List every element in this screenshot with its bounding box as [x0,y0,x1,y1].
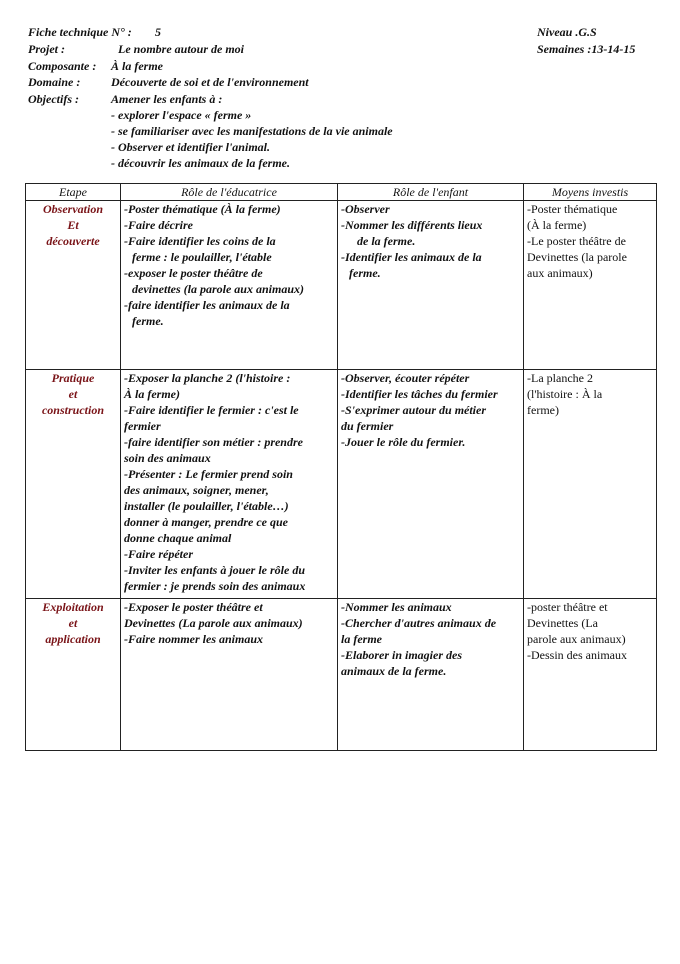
enfant-cell [338,370,524,599]
col-header-educatrice: Rôle de l'éducatrice [121,184,338,201]
text-line: Devinettes (la parole [527,250,627,264]
text-line: (l'histoire : À la [527,387,603,401]
col-header-enfant: Rôle de l'enfant [338,184,524,201]
text-line: -Faire nommer les animaux [124,632,264,646]
objectif-item: - découvrir les animaux de la ferme. [111,156,290,170]
text-line: -Identifier les tâches du fermier [341,387,498,401]
text-line: soin des animaux [124,451,211,465]
etape-line: et [68,387,78,401]
text-line: ferme : le poulailler, l'étable [132,250,272,264]
objectif-item: - explorer l'espace « ferme » [111,108,252,122]
text-line: -exposer le poster théâtre de [124,266,263,280]
etape-line: Exploitation [42,600,104,614]
text-line: -Poster thématique [527,202,618,216]
semaines: Semaines :13-14-15 [537,42,636,56]
moyens-cell [524,599,657,751]
text-line: -poster théâtre et [527,600,608,614]
composante-label: Composante : [28,59,97,73]
text-line: installer (le poulailler, l'étable…) [124,499,289,513]
moyens-cell [524,201,657,370]
text-line: ferme. [349,266,381,280]
objectifs-intro: Amener les enfants à : [111,92,223,106]
text-line: du fermier [341,419,394,433]
educatrice-cell [121,599,338,751]
text-line: -Poster thématique (À la ferme) [124,202,281,216]
domaine-label: Domaine : [28,75,81,89]
text-line: -Chercher d'autres animaux de [341,616,497,630]
text-line: donner à manger, prendre ce que [124,515,289,529]
text-line: -La planche 2 [527,371,593,385]
table-row [26,599,657,751]
col-header-etape: Etape [26,184,121,201]
text-line: de la ferme. [357,234,416,248]
etape-line: Pratique [51,371,95,385]
niveau: Niveau .G.S [537,25,597,39]
text-line: -faire identifier son métier : prendre [124,435,303,449]
text-line: des animaux, soigner, mener, [124,483,269,497]
fiche-table [25,183,657,751]
educatrice-cell [121,370,338,599]
text-line: aux animaux) [527,266,593,280]
etape-cell [26,599,121,751]
text-line: -Observer, écouter répéter [341,371,470,385]
text-line: la ferme [341,632,382,646]
col-header-moyens: Moyens investis [524,184,657,201]
text-line: -Exposer la planche 2 (l'histoire : [124,371,291,385]
domaine-value: Découverte de soi et de l'environnement [111,75,309,89]
text-line: Devinettes (La parole aux animaux) [124,616,303,630]
fiche-number: 5 [155,25,161,39]
text-line: fermier : je prends soin des animaux [124,579,306,593]
text-line: -Le poster théâtre de [527,234,626,248]
objectif-item: - Observer et identifier l'animal. [111,140,270,154]
text-line: -faire identifier les animaux de la [124,298,290,312]
etape-line: construction [41,403,104,417]
text-line: -Identifier les animaux de la [341,250,482,264]
text-line: ferme) [527,403,559,417]
text-line: -Inviter les enfants à jouer le rôle du [124,563,306,577]
table-row [26,201,657,370]
enfant-cell [338,599,524,751]
text-line: donne chaque animal [124,531,232,545]
etape-line: découverte [46,234,100,248]
text-line: -Jouer le rôle du fermier. [341,435,466,449]
text-line: -Dessin des animaux [527,648,627,662]
table-header-row [26,184,657,201]
text-line: -Faire décrire [124,218,193,232]
objectif-item: - se familiariser avec les manifestations de la vie animale [111,124,393,138]
text-line: -Observer [341,202,390,216]
projet-label: Projet : [28,42,65,56]
text-line: -Exposer le poster théâtre et [124,600,263,614]
text-line: À la ferme) [124,387,180,401]
text-line: devinettes (la parole aux animaux) [132,282,304,296]
fiche-label: Fiche technique N° : [28,25,132,39]
etape-line: et [68,616,78,630]
text-line: parole aux animaux) [527,632,626,646]
etape-line: Et [67,218,79,232]
text-line: -Faire identifier le fermier : c'est le [124,403,299,417]
moyens-cell [524,370,657,599]
table-row [26,370,657,599]
text-line: -Faire identifier les coins de la [124,234,276,248]
text-line: -S'exprimer autour du métier [341,403,487,417]
projet-value: Le nombre autour de moi [118,42,245,56]
text-line: Devinettes (La [527,616,598,630]
etape-line: Observation [43,202,103,216]
text-line: (À la ferme) [527,218,587,232]
text-line: ferme. [132,314,164,328]
etape-cell [26,201,121,370]
text-line: -Nommer les différents lieux [341,218,483,232]
text-line: animaux de la ferme. [341,664,447,678]
objectifs-label: Objectifs : [28,92,79,106]
enfant-cell [338,201,524,370]
text-line: -Faire répéter [124,547,193,561]
educatrice-cell [121,201,338,370]
text-line: -Nommer les animaux [341,600,452,614]
text-line: fermier [124,419,161,433]
composante-value: À la ferme [111,59,163,73]
text-line: -Elaborer in imagier des [341,648,463,662]
text-line: -Présenter : Le fermier prend soin [124,467,293,481]
etape-line: application [45,632,101,646]
etape-cell [26,370,121,599]
